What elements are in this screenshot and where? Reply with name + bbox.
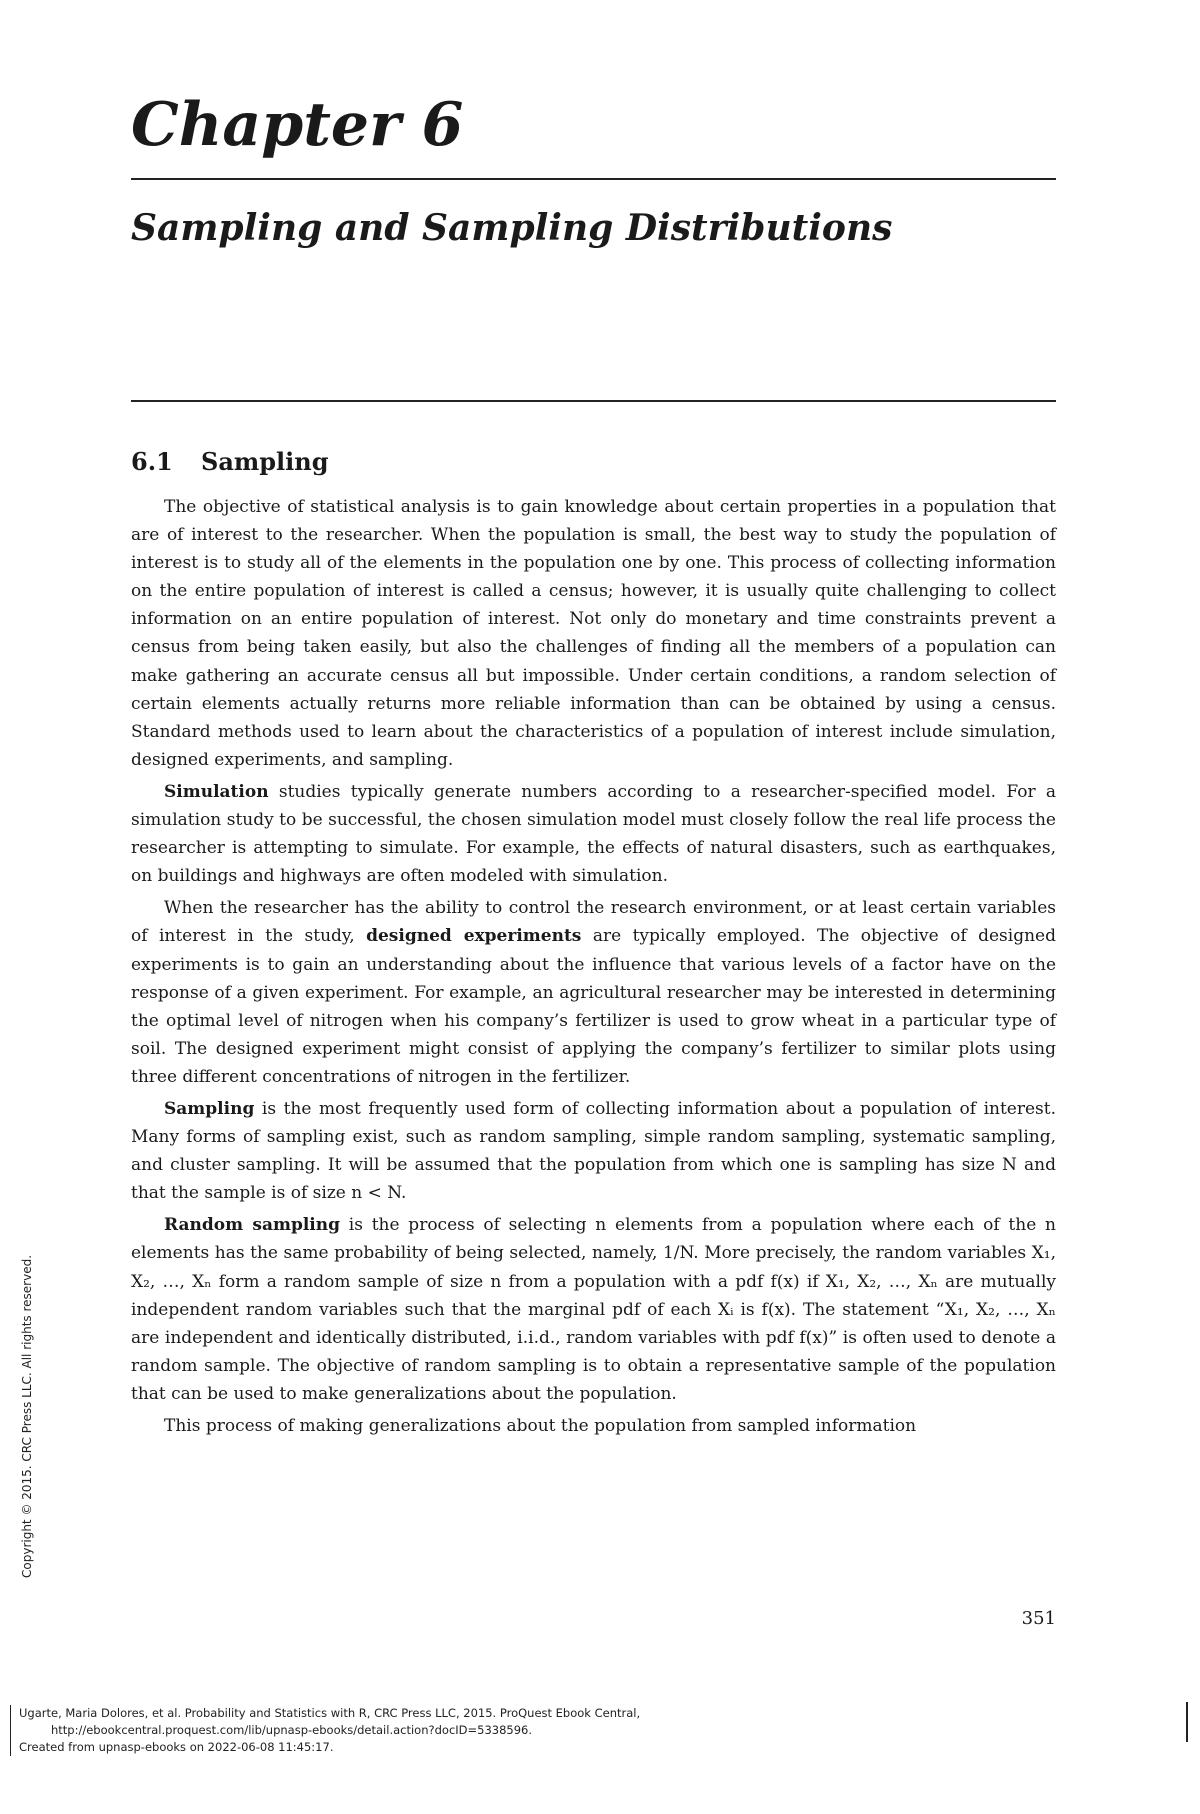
paragraph-designed-experiments	[131, 894, 1056, 1091]
term-designed-experiments: designed experiments	[366, 926, 582, 947]
paragraph-designed-experiments-text: are typically employed. The objective of designed experiments is to gain an understanding about the influence that various levels of a factor have on the response of a given experiment. For example, an agricultural researcher may be interested in determining the optimal level of nitrogen when his company’s fertilizer is used to grow wheat in a particular type of soil. The designed experiment might consist of applying the company’s fertilizer to similar plots using three different concentrations of nitrogen in the fertilizer.	[131, 926, 1056, 1087]
section-title: Sampling	[201, 447, 329, 476]
chapter-rule-top	[131, 178, 1056, 180]
paragraph-sampling-text: is the most frequently used form of collecting information about a population of interest. Many forms of sampling exist, such as random sampling, simple random sampling, systematic sampling, and cluster sampling. It will be assumed that the population from which one is sampling has size N and that the sample is of size n < N.	[131, 1098, 1056, 1204]
paragraph-random-sampling-text: is the process of selecting n elements from a population where each of the n elements has the same probability of being selected, namely, 1/N. More precisely, the random variables X₁, X₂, …, Xₙ form a random sample of size n from a population with a pdf f(x) if X₁, X₂, …, Xₙ are mutually independent random variables such that the marginal pdf of each Xᵢ is f(x). The statement “X₁, X₂, …, Xₙ are independent and identically distributed, i.i.d., random variables with pdf f(x)” is often used to denote a random sample. The objective of random sampling is to obtain a representative sample of the population that can be used to make generalizations about the population.	[131, 1215, 1056, 1404]
footer-citation-line: Ugarte, Maria Dolores, et al. Probability and Statistics with R, CRC Press LLC, 2015. ProQuest Ebook Central,	[19, 1706, 641, 1720]
paragraph-intro: The objective of statistical analysis is to gain knowledge about certain properties in a population that are of interest to the researcher. When the population is small, the best way to study the population of interest is to study all of the elements in the population one by one. This process of collecting information on the entire population of interest is called a census; however, it is usually quite challenging to collect information on an entire population of interest. Not only do monetary and time constraints prevent a census from being taken easily, but also the challenges of finding all the members of a population can make gathering an accurate census all but impossible. Under certain conditions, a random selection of certain elements actually returns more reliable information than can be obtained by using a census. Standard methods used to learn about the characteristics of a population of interest include simulation, designed experiments, and sampling.	[131, 497, 1056, 770]
paragraph-sampling	[131, 1095, 1056, 1207]
footer-url-line[interactable]: http://ebookcentral.proquest.com/lib/upnasp-ebooks/detail.action?docID=5338596.	[51, 1723, 533, 1737]
section-body	[131, 493, 1056, 1444]
paragraph-simulation-text: studies typically generate numbers according to a researcher-specified model. For a simulation study to be successful, the chosen simulation model must closely follow the real life process the researcher is attempting to simulate. For example, the effects of natural disasters, such as earthquakes, on buildings and highways are often modeled with simulation.	[131, 781, 1056, 887]
chapter-title: Sampling and Sampling Distributions	[131, 207, 893, 249]
term-simulation: Simulation	[164, 781, 269, 802]
side-copyright-notice: Copyright © 2015. CRC Press LLC. All rights reserved.	[20, 1254, 34, 1578]
chapter-rule-bottom	[131, 400, 1056, 402]
citation-footer	[10, 1705, 640, 1756]
paragraph-random-sampling	[131, 1211, 1056, 1408]
paragraph-simulation	[131, 778, 1056, 890]
footer-right-rule	[1186, 1702, 1188, 1742]
section-heading	[131, 447, 329, 476]
chapter-label: Chapter 6	[131, 90, 464, 160]
footer-created-line: Created from upnasp-ebooks on 2022-06-08 11:45:17.	[19, 1740, 334, 1754]
term-random-sampling: Random sampling	[164, 1215, 341, 1236]
section-number: 6.1	[131, 447, 173, 476]
paragraph-generalizations: This process of making generalizations about the population from sampled information	[164, 1416, 917, 1436]
term-sampling: Sampling	[164, 1098, 255, 1119]
page-number: 351	[1021, 1608, 1056, 1629]
paragraph-designed-experiments-start: When the researcher has the ability to control the research environment, or at least certain variables of interest in the study,	[131, 898, 1056, 947]
